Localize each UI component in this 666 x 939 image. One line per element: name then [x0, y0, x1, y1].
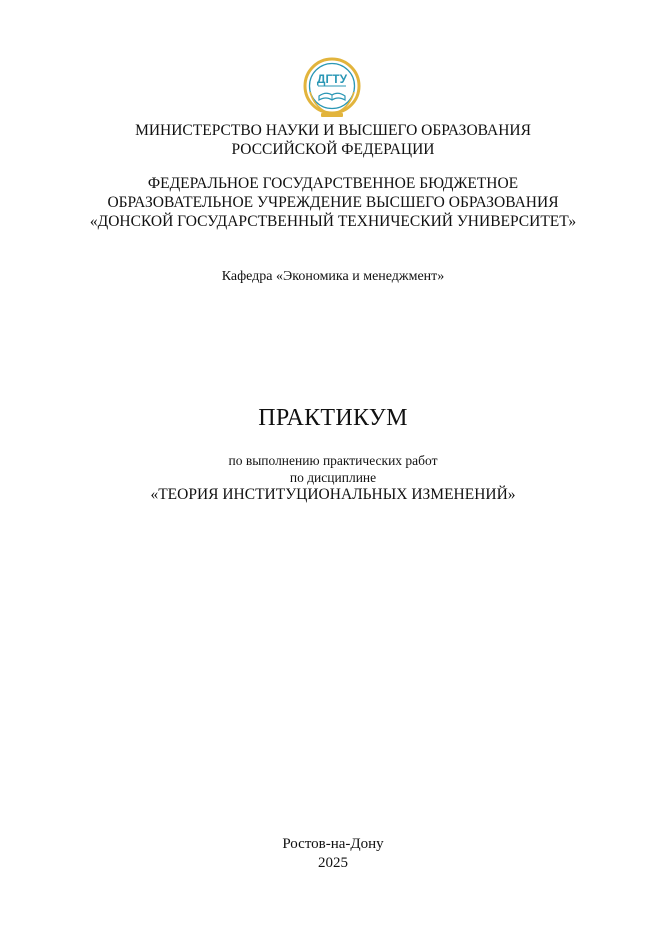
department-name: Кафедра «Экономика и менеджмент»: [221, 269, 445, 284]
institution-heading: [0, 174, 666, 231]
university-logo: [302, 56, 362, 120]
document-subtitle: [0, 452, 666, 504]
discipline-name: «ТЕОРИЯ ИНСТИТУЦИОНАЛЬНЫХ ИЗМЕНЕНИЙ»: [150, 486, 516, 503]
year: 2025: [318, 855, 348, 871]
document-title: ПРАКТИКУМ: [258, 405, 408, 431]
city: Ростов-на-Дону: [282, 836, 384, 852]
ministry-heading: [0, 121, 666, 159]
logo-text: ДГТУ: [316, 72, 348, 86]
subtitle-line-1: по выполнению практических работ: [228, 453, 438, 468]
institution-line-1: ФЕДЕРАЛЬНОЕ ГОСУДАРСТВЕННОЕ БЮДЖЕТНОЕ: [147, 175, 519, 192]
ministry-line-2: РОССИЙСКОЙ ФЕДЕРАЦИИ: [231, 141, 435, 158]
institution-line-3: «ДОНСКОЙ ГОСУДАРСТВЕННЫЙ ТЕХНИЧЕСКИЙ УНИВЕРСИТЕТ»: [89, 213, 577, 230]
subtitle-line-2: по дисциплине: [289, 470, 377, 485]
logo-ribbon: [321, 113, 343, 117]
institution-line-2: ОБРАЗОВАТЕЛЬНОЕ УЧРЕЖДЕНИЕ ВЫСШЕГО ОБРАЗОВАНИЯ: [107, 194, 559, 211]
ministry-line-1: МИНИСТЕРСТВО НАУКИ И ВЫСШЕГО ОБРАЗОВАНИЯ: [135, 122, 531, 139]
footer: [0, 835, 666, 873]
